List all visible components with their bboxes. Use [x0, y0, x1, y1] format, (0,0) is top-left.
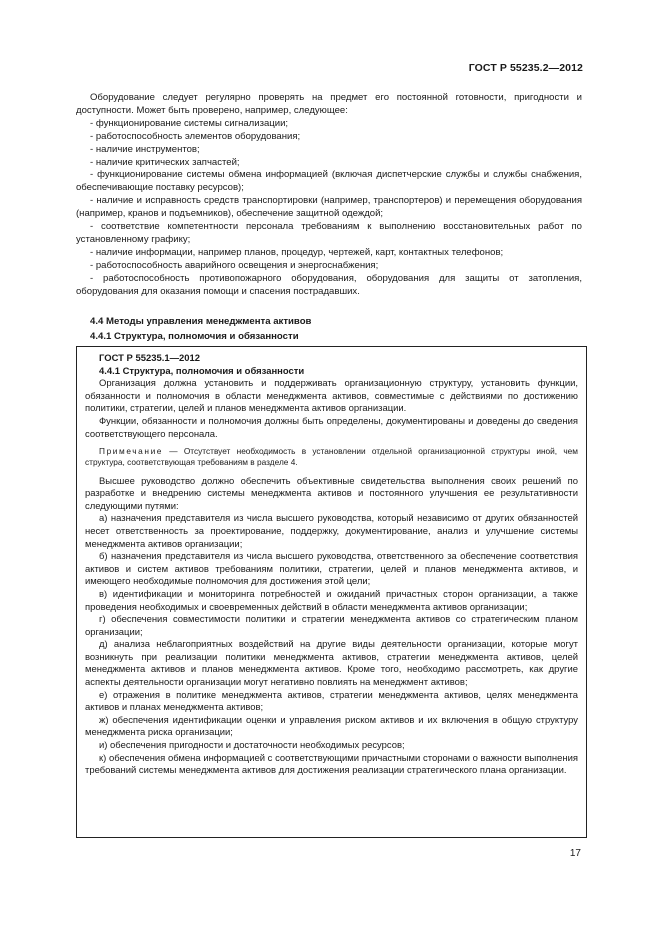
- note-label: Примечание: [99, 446, 164, 457]
- box-list-item: д) анализа неблагоприятных воздействий на другие виды деятельности организации, которые могут возникнуть при реализации политики менеджмента активов, стратегии менеджмента активов, целей менеджмента активов и планов менеджмента активов. Кроме того, необходимо рассмотреть, как другие аспекты деятельности организации могут негативно повлиять на менеджмент активов;: [85, 639, 578, 689]
- box-list-item: б) назначения представителя из числа высшего руководства, ответственного за обеспечение соответствия активов и систем активов требованиям политики, стратегии, целей и планов менеджмента активов, и имеющего необходимые полномочия для достижения этой цели;: [85, 551, 578, 588]
- list-item: - работоспособность аварийного освещения и энергоснабжения;: [90, 259, 379, 271]
- box-list-item: г) обеспечения совместимости политики и стратегии менеджмента активов со стратегическим планом организации;: [85, 614, 578, 638]
- page-number: 17: [569, 848, 581, 859]
- list-item: - функционирование системы обмена информацией (включая диспетчерские службы и службы снабжения, обеспечивающие поставку ресурсов);: [76, 169, 582, 194]
- quoted-standard-box: [76, 346, 587, 838]
- intro-paragraph: Оборудование следует регулярно проверять на предмет его постоянной готовности, пригодности и доступности. Может быть проверено, например, следующее:: [76, 92, 582, 116]
- box-list-item: к) обеспечения обмена информацией с соответствующими причастными сторонами о важности выполнения требований системы менеджмента активов для достижения реализации стратегического плана организации.: [85, 752, 578, 777]
- list-item: - функционирование системы сигнализации;: [90, 117, 289, 129]
- box-list-item: а) назначения представителя из числа высшего руководства, который независимо от других обязанностей несет ответственность за проектирование, поддержку, документирование, анализ и улучшение системы менеджмента активов организации;: [85, 513, 578, 550]
- list-item: - наличие критических запчастей;: [90, 156, 240, 168]
- note-text: — Отсутствует необходимость в установлении отдельной организационной структуры иной, чем структура, соответствующая требованиям в разделе 4.: [85, 446, 578, 468]
- box-list-item: ж) обеспечения идентификации оценки и управления риском активов и их включения в общую структуру менеджмента риска организации;: [85, 714, 578, 739]
- quoted-standard-content: [85, 353, 578, 778]
- list-item: - соответствие компетентности персонала требованиям к выполнению восстановительных работ по установленному графику;: [76, 221, 582, 245]
- list-item: - наличие инструментов;: [90, 143, 200, 155]
- quoted-standard-ref: ГОСТ Р 55235.1—2012: [99, 353, 200, 364]
- box-paragraph: Высшее руководство должно обеспечить объективные свидетельства выполнения своих решений по разработке и внедрению системы менеджмента активов и постоянного улучшения ее результативности следующими путями:: [85, 475, 578, 512]
- page-header-doc-id: ГОСТ Р 55235.2—2012: [468, 62, 583, 74]
- box-paragraph: Функции, обязанности и полномочия должны быть определены, документированы и доведены до сведения соответствующего персонала.: [85, 415, 578, 440]
- section-heading-4-4-1: 4.4.1 Структура, полномочия и обязанности: [90, 331, 299, 342]
- box-list-item: и) обеспечения пригодности и достаточности необходимых ресурсов;: [99, 740, 405, 752]
- list-item: - работоспособность элементов оборудования;: [90, 130, 301, 142]
- box-paragraph: Организация должна установить и поддерживать организационную структуру, установить функции, обязанности и полномочия в области менеджмента активов, совместимые с действиями по достижению политики, стратегии, целей и планов менеджмента активов организации.: [85, 378, 578, 415]
- quoted-standard-subtitle: 4.4.1 Структура, полномочия и обязанности: [99, 365, 305, 377]
- list-item: - наличие информации, например планов, процедур, чертежей, карт, контактных телефонов;: [90, 246, 504, 258]
- intro-text: [76, 92, 582, 299]
- list-item: - наличие и исправность средств транспортировки (например, транспортеров) и перемещения оборудования (например, кранов и подъемников), обеспечение защитной одеждой;: [76, 195, 582, 220]
- list-item: - работоспособность противопожарного оборудования, оборудования для защиты от затопления, оборудования для оказания помощи и спасения пострадавших.: [76, 272, 582, 297]
- section-heading-4-4: 4.4 Методы управления менеджмента активов: [90, 316, 312, 327]
- box-list-item: в) идентификации и мониторинга потребностей и ожиданий причастных сторон организации, а также проведения необходимых и своевременных действий в области менеджмента активов организации;: [85, 588, 578, 613]
- box-list-item: е) отражения в политике менеджмента активов, стратегии менеджмента активов, целях менеджмента активов и планах менеджмента активов;: [85, 689, 578, 714]
- note-paragraph: [85, 446, 578, 468]
